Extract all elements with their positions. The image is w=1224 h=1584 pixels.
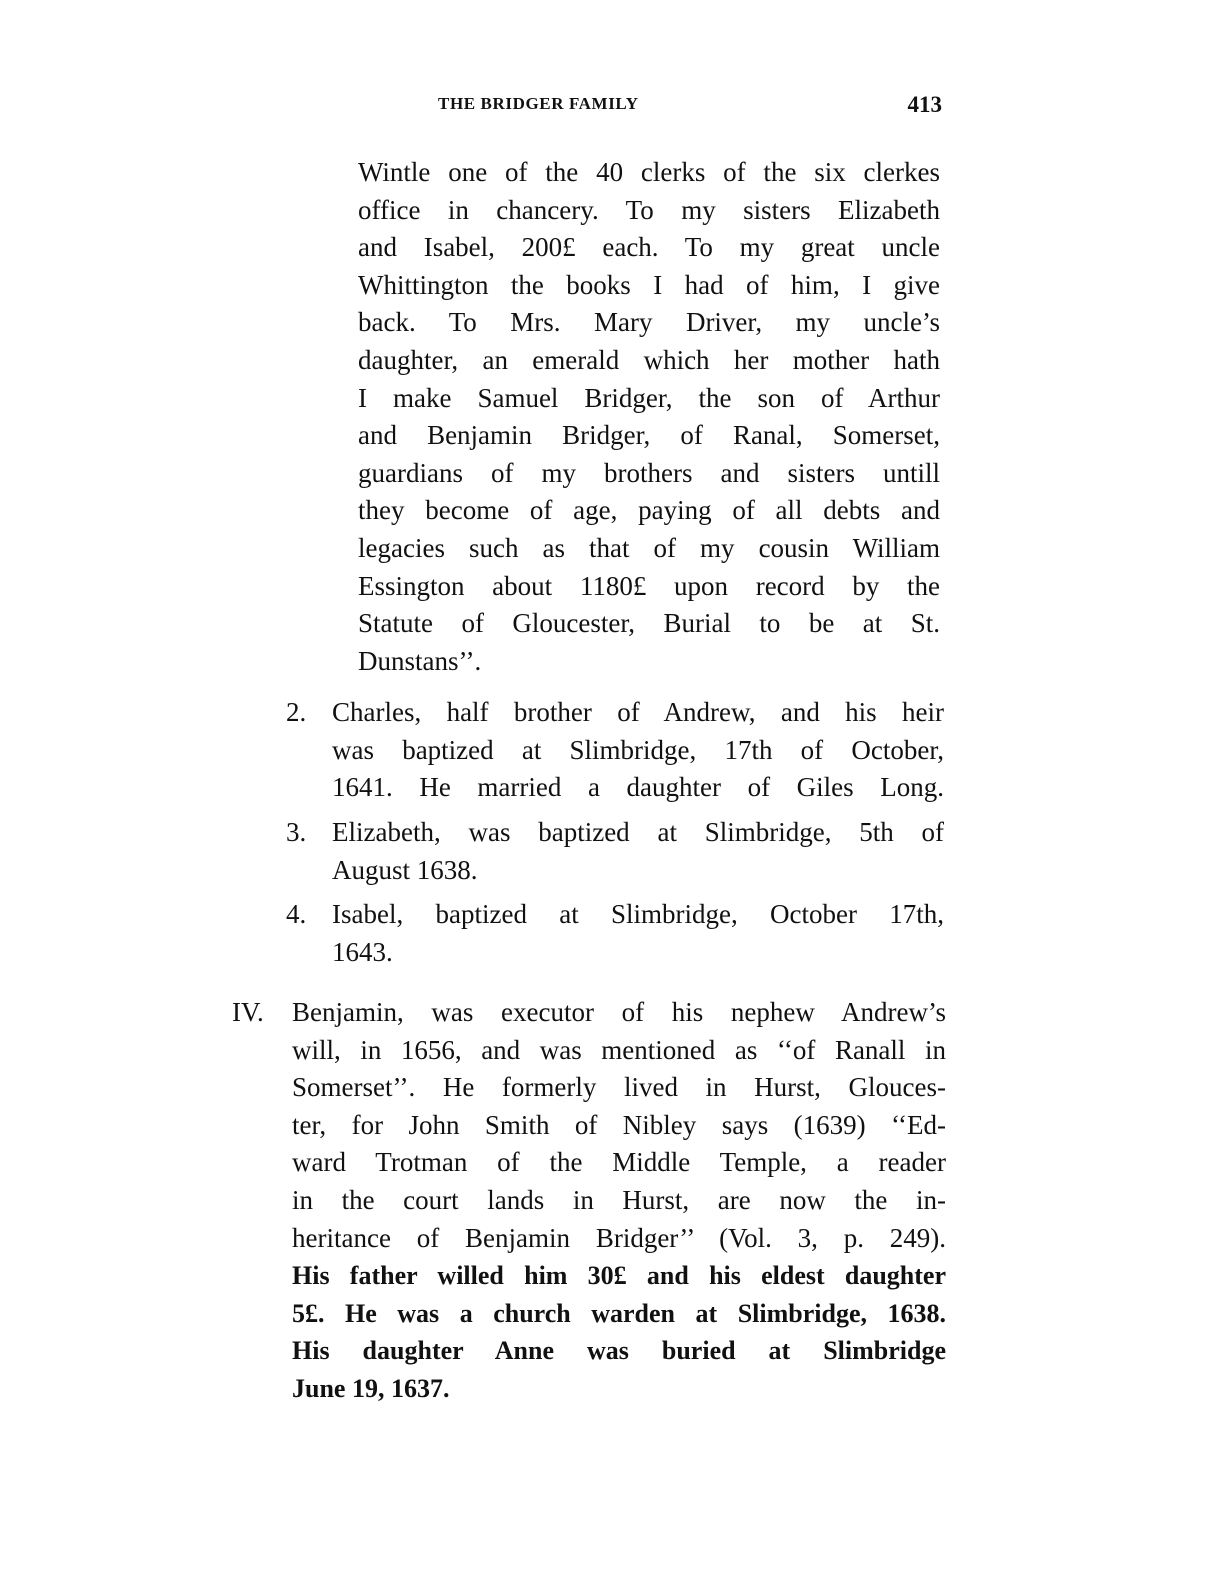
- text-line: 1641. He married a daughter of Giles Long.: [332, 772, 944, 803]
- page-number: 413: [907, 92, 942, 117]
- text-line: ter, for John Smith of Nibley says (1639) ‘‘Ed-: [292, 1109, 946, 1140]
- generation-number: IV.: [232, 997, 264, 1027]
- entry-benjamin: [292, 994, 946, 1408]
- text-line: Isabel, baptized at Slimbridge, October 17th,: [332, 899, 944, 929]
- text-line: and Isabel, 200£ each. To my great uncle: [358, 232, 940, 263]
- text-line: will, in 1656, and was mentioned as ‘‘of Ranall in: [292, 1034, 946, 1065]
- text-line: I make Samuel Bridger, the son of Arthur: [358, 382, 940, 413]
- item-number: 2.: [286, 697, 307, 727]
- child-entry-charles: [332, 694, 944, 807]
- text-line: Dunstans’’.: [358, 645, 482, 676]
- text-line: June 19, 1637.: [292, 1373, 450, 1403]
- text-line: Charles, half brother of Andrew, and his heir: [332, 697, 944, 727]
- child-entry-elizabeth: [332, 814, 944, 889]
- text-line: office in chancery. To my sisters Elizabeth: [358, 194, 940, 225]
- text-line: back. To Mrs. Mary Driver, my uncle’s: [358, 307, 940, 338]
- item-number: 4.: [286, 899, 307, 929]
- text-line: legacies such as that of my cousin William: [358, 532, 940, 563]
- running-title: THE BRIDGER FAMILY: [438, 94, 639, 113]
- text-line: daughter, an emerald which her mother hath: [358, 344, 940, 375]
- text-line: Elizabeth, was baptized at Slimbridge, 5th of: [332, 817, 944, 847]
- text-line: heritance of Benjamin Bridger’’ (Vol. 3, p. 249).: [292, 1222, 946, 1253]
- text-line: ward Trotman of the Middle Temple, a reader: [292, 1147, 946, 1178]
- text-line: was baptized at Slimbridge, 17th of October,: [332, 734, 944, 765]
- text-line: Wintle one of the 40 clerks of the six clerkes: [358, 157, 940, 187]
- text-line: Essington about 1180£ upon record by the: [358, 570, 940, 601]
- text-line: in the court lands in Hurst, are now the in-: [292, 1184, 946, 1215]
- text-line: His daughter Anne was buried at Slimbridge: [292, 1336, 946, 1366]
- child-entry-isabel: [332, 896, 944, 971]
- text-line: Somerset’’. He formerly lived in Hurst, Glouces-: [292, 1072, 946, 1103]
- text-line: 5£. He was a church warden at Slimbridge, 1638.: [292, 1298, 946, 1328]
- text-line: guardians of my brothers and sisters untill: [358, 457, 940, 488]
- text-line: Statute of Gloucester, Burial to be at St.: [358, 608, 940, 639]
- text-line: August 1638.: [332, 854, 478, 885]
- text-line: His father willed him 30£ and his eldest daughter: [292, 1261, 946, 1291]
- text-line: Whittington the books I had of him, I give: [358, 269, 940, 300]
- item-number: 3.: [286, 817, 307, 847]
- text-line: Benjamin, was executor of his nephew Andrew’s: [292, 997, 946, 1027]
- running-head: [438, 92, 942, 122]
- will-continuation-paragraph: [358, 154, 940, 680]
- text-line: 1643.: [332, 936, 393, 967]
- text-line: they become of age, paying of all debts and: [358, 495, 940, 526]
- text-line: and Benjamin Bridger, of Ranal, Somerset,: [358, 420, 940, 451]
